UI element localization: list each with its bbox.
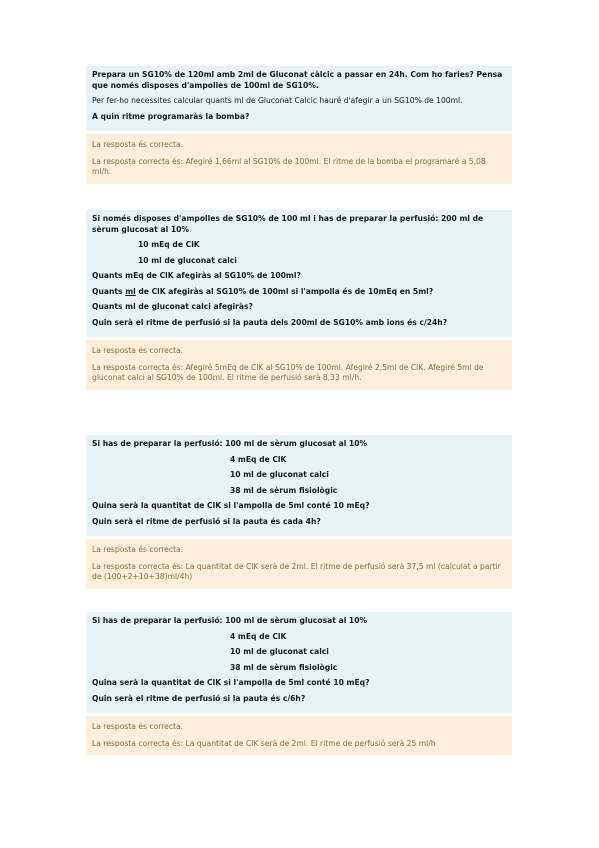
feedback-answer: La resposta correcta és: La quantitat de ClK serà de 2ml. El ritme de perfusió serà 25 ml/h [92,738,436,748]
feedback-4 [86,716,512,755]
question-block-2 [86,210,512,390]
question-text: 4 mEq de ClK [230,631,287,641]
question-text: Quin serà el ritme de perfusió si la pauta és c/6h? [92,693,306,703]
question-text: Si has de preparar la perfusió: 100 ml de sèrum glucosat al 10% [92,439,368,448]
question-text: Si només disposes d'ampolles de SG10% de 100 ml i has de preparar la perfusió: 200 ml de sèrum glucosat al 10% [92,214,484,234]
feedback-answer: La resposta correcta és: La quantitat de ClK serà de 2ml. El ritme de perfusió serà 37,5 ml (calculat a partir de (100+2+10+38)ml/4h) [92,561,501,581]
question-block-4 [86,612,512,755]
question-text: 10 ml de gluconat calci [138,255,237,265]
question-text: 10 ml de gluconat calci [230,470,329,479]
question-text: Quants ml de ClK afegiràs al SG10% de 100ml si l'ampolla és de 10mEq en 5ml? [92,286,434,296]
question-text: 10 mEq de ClK [138,240,200,249]
feedback-status: La resposta és correcta. [92,140,184,149]
feedback-2 [86,340,512,390]
question-text: Quin serà el ritme de perfusió si la pauta és cada 4h? [92,516,321,526]
question-text: Prepara un SG10% de 120ml amb 2ml de Gluconat càlcic a passar en 24h. Com ho faries? Pensa que només disposes d'ampolles de 100ml de SG10%. [92,70,503,90]
question-text: Quin serà el ritme de perfusió si la pauta dels 200ml de SG10% amb ions és c/24h? [92,317,448,327]
question-text: Si has de preparar la perfusió: 100 ml de sèrum glucosat al 10% [92,616,368,625]
feedback-status: La resposta és correcta. [92,545,184,554]
question-2 [86,210,512,337]
question-text: Quina serà la quantitat de ClK si l'ampolla de 5ml conté 10 mEq? [92,501,370,510]
feedback-3 [86,539,512,589]
question-text: 10 ml de gluconat calci [230,647,329,656]
question-text: Quants ml de gluconat calci afegiràs? [92,302,253,311]
question-block-1 [86,66,512,184]
feedback-status: La resposta és correcta. [92,722,184,731]
question-1 [86,66,512,131]
feedback-status: La resposta és correcta. [92,346,184,355]
question-3 [86,435,512,536]
question-text: 38 ml de sèrum fisiològic [230,662,338,672]
question-text: Per fer-ho necessites calcular quants ml de Gluconat Calcic hauré d'afegir a un SG10% de 100ml. [92,96,463,105]
question-text: Quants mEq de ClK afegiràs al SG10% de 100ml? [92,271,301,280]
question-text: A quin ritme programaràs la bomba? [92,111,250,121]
question-text: 38 ml de sèrum fisiològic [230,485,338,495]
question-text: Quina serà la quantitat de ClK si l'ampolla de 5ml conté 10 mEq? [92,678,370,687]
feedback-1 [86,134,512,184]
question-4 [86,612,512,713]
question-text: 4 mEq de ClK [230,454,287,464]
question-block-3 [86,435,512,589]
feedback-answer: La resposta correcta és: Afegiré 1,66ml al SG10% de 100ml. El ritme de la bomba el programaré a 5,08 ml/h. [92,156,486,176]
feedback-answer: La resposta correcta és: Afegiré 5mEq de ClK al SG10% de 100ml. Afegiré 2,5ml de ClK. Afegiré 5ml de gluconat calci al SG10% de 100ml. El ritme de perfusió serà 8,33 ml/h. [92,362,484,382]
